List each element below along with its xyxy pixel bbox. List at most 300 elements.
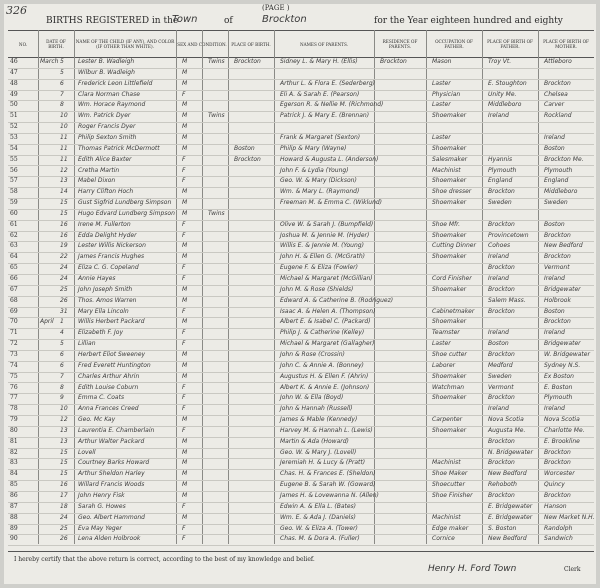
cell-m-birth: Worcester bbox=[544, 470, 575, 478]
cell-parents: Wm. & Mary L. (Raymond) bbox=[280, 188, 360, 196]
cell-place bbox=[234, 393, 276, 404]
cell-cond bbox=[208, 524, 230, 535]
cell-name: Mabel Dixon bbox=[78, 177, 116, 185]
cell-sex: F bbox=[182, 340, 186, 348]
cell-place bbox=[234, 513, 276, 524]
cell-cond bbox=[208, 317, 230, 328]
cell-occupation: Salesmaker bbox=[432, 155, 468, 163]
cell-residence bbox=[380, 513, 428, 524]
col-header-father-birth: PLACE OF BIRTH OF FATHER. bbox=[487, 39, 533, 49]
cell-residence bbox=[380, 437, 428, 448]
cell-day: 13 bbox=[60, 177, 68, 185]
cell-no: 78 bbox=[10, 405, 18, 413]
cell-place bbox=[234, 307, 276, 318]
cell-month bbox=[40, 90, 58, 101]
cell-occupation: Laborer bbox=[432, 361, 456, 369]
cell-f-birth bbox=[488, 68, 540, 79]
cell-sex: F bbox=[182, 329, 186, 337]
cell-cond bbox=[208, 79, 230, 90]
cell-cond bbox=[208, 263, 230, 274]
cell-cond bbox=[208, 339, 230, 350]
cell-occupation: Machinist bbox=[432, 459, 461, 467]
cell-month bbox=[40, 448, 58, 459]
cell-residence bbox=[380, 339, 428, 350]
cell-sex: F bbox=[182, 405, 186, 413]
cell-parents: Albert E. & Isabel C. (Packard) bbox=[280, 318, 371, 326]
cell-occupation: Teamster bbox=[432, 329, 460, 337]
cell-cond bbox=[208, 241, 230, 252]
cell-occupation: Shoe Mfr. bbox=[432, 220, 460, 228]
cell-residence bbox=[380, 383, 428, 394]
cell-cond bbox=[208, 502, 230, 513]
cell-no: 61 bbox=[10, 220, 18, 228]
cell-day: 15 bbox=[60, 199, 68, 207]
cell-no: 72 bbox=[10, 340, 18, 348]
cell-f-birth bbox=[488, 144, 540, 155]
col-header-place: PLACE OF BIRTH. bbox=[231, 41, 271, 47]
cell-name: James Francis Hughes bbox=[78, 253, 145, 261]
cell-month bbox=[40, 187, 58, 198]
cell-residence bbox=[380, 534, 428, 545]
cell-parents: Chas. H. & Frances E. (Sheldon) bbox=[280, 470, 376, 478]
cell-no: 63 bbox=[10, 242, 18, 250]
cell-m-birth: New Bedford bbox=[544, 242, 583, 250]
cell-name: Clara Norman Chase bbox=[78, 90, 140, 98]
cell-sex: F bbox=[182, 502, 186, 510]
cell-parents: Isaac A. & Helen A. (Thompson) bbox=[280, 307, 376, 315]
cell-residence bbox=[380, 155, 428, 166]
cell-parents: Eli A. & Sarah E. (Pearson) bbox=[280, 90, 360, 98]
table-row bbox=[8, 534, 594, 546]
cell-occupation: Physician bbox=[432, 90, 461, 98]
cell-sex: M bbox=[182, 253, 188, 261]
cell-occupation: Mason bbox=[432, 58, 452, 65]
cell-place bbox=[234, 111, 276, 122]
cell-no: 55 bbox=[10, 155, 18, 163]
clerk-signature: Henry H. Ford Town bbox=[428, 564, 517, 574]
cell-no: 82 bbox=[10, 448, 18, 456]
cell-cond bbox=[208, 372, 230, 383]
cell-name: Frederick Leon Littlefield bbox=[78, 79, 153, 87]
cell-cond: Twins bbox=[208, 112, 225, 120]
cell-occupation: Shoemaker bbox=[432, 112, 467, 120]
cell-f-birth: Provincetown bbox=[488, 231, 529, 239]
cell-f-birth bbox=[488, 133, 540, 144]
cell-sex: F bbox=[182, 524, 186, 532]
cell-m-birth: E. Brookline bbox=[544, 437, 580, 445]
cell-parents bbox=[280, 209, 376, 220]
cell-no: 60 bbox=[10, 209, 18, 217]
cell-f-birth: Hyannis bbox=[488, 155, 513, 163]
cell-parents: Michael & Margaret (McGillian) bbox=[280, 275, 373, 282]
cell-parents: Geo. W. & Mary J. (Lovell) bbox=[280, 448, 357, 456]
cell-parents: Wm. E. & Ada J. (Daniels) bbox=[280, 513, 356, 521]
cell-f-birth: Unity Me. bbox=[488, 90, 517, 98]
cell-no: 48 bbox=[10, 79, 18, 87]
cell-day: 11 bbox=[60, 155, 68, 163]
cell-f-birth bbox=[488, 317, 540, 328]
cell-month: April bbox=[40, 318, 54, 326]
cell-day: 10 bbox=[60, 405, 68, 413]
cell-residence bbox=[380, 285, 428, 296]
cell-day: 24 bbox=[60, 264, 68, 272]
cell-sex: F bbox=[182, 383, 186, 391]
cell-no: 79 bbox=[10, 416, 18, 424]
cell-no: 88 bbox=[10, 513, 18, 521]
cell-month bbox=[40, 100, 58, 111]
cell-sex: M bbox=[182, 372, 188, 380]
cell-f-birth: Brockton bbox=[488, 307, 515, 315]
cell-name: Hugo Edvard Lundberg Simpson bbox=[78, 209, 175, 217]
cell-occupation: Shoecutter bbox=[432, 481, 465, 489]
cell-name: Charles Arthur Ahrin bbox=[78, 372, 140, 380]
cell-m-birth: Brockton bbox=[544, 492, 571, 499]
cell-sex: M bbox=[182, 144, 188, 152]
cell-day: 13 bbox=[60, 437, 68, 445]
cell-no: 89 bbox=[10, 524, 18, 532]
cell-no: 76 bbox=[10, 383, 18, 391]
register-page bbox=[4, 4, 596, 584]
cell-month bbox=[40, 241, 58, 252]
cell-occupation: Laster bbox=[432, 101, 451, 109]
cell-cond bbox=[208, 176, 230, 187]
cell-day: 22 bbox=[60, 253, 68, 261]
cell-occupation bbox=[432, 404, 484, 415]
cell-day: 24 bbox=[60, 513, 68, 521]
cell-month bbox=[40, 133, 58, 144]
cell-residence bbox=[380, 361, 428, 372]
cell-no: 53 bbox=[10, 133, 18, 141]
register-footer bbox=[8, 551, 594, 582]
cell-parents: Joshua M. & Jennie M. (Hyder) bbox=[280, 231, 370, 239]
cell-sex: M bbox=[182, 513, 188, 521]
cell-f-birth: Medford bbox=[488, 361, 513, 369]
cell-f-birth: Salem Mass. bbox=[488, 296, 526, 304]
cell-month bbox=[40, 372, 58, 383]
cell-m-birth: Charlotte Me. bbox=[544, 426, 585, 434]
cell-cond bbox=[208, 166, 230, 177]
cell-residence bbox=[380, 187, 428, 198]
cell-no: 47 bbox=[10, 68, 18, 76]
cell-cond bbox=[208, 513, 230, 524]
cell-residence bbox=[380, 68, 428, 79]
cell-f-birth: Plymouth bbox=[488, 166, 517, 174]
cell-residence bbox=[380, 176, 428, 187]
cell-place bbox=[234, 198, 276, 209]
cell-day: 4 bbox=[60, 329, 64, 337]
cell-sex: F bbox=[182, 275, 186, 282]
cell-parents: Jeremiah H. & Lucy & (Pratt) bbox=[280, 459, 366, 467]
cell-no: 90 bbox=[10, 535, 18, 543]
cell-month bbox=[40, 328, 58, 339]
cell-m-birth: Holbrook bbox=[544, 296, 571, 304]
cell-day: 12 bbox=[60, 416, 68, 424]
cell-name: Willard Francis Woods bbox=[78, 481, 145, 489]
cell-parents: Edwin A. & Ella L. (Bates) bbox=[280, 502, 357, 510]
title-prefix: BIRTHS REGISTERED in the bbox=[46, 16, 179, 26]
cell-residence bbox=[380, 469, 428, 480]
cell-month bbox=[40, 393, 58, 404]
col-header-date: DATE OF BIRTH. bbox=[46, 39, 66, 49]
cell-occupation bbox=[432, 502, 484, 513]
cell-residence bbox=[380, 241, 428, 252]
cell-place bbox=[234, 263, 276, 274]
cell-cond bbox=[208, 90, 230, 101]
cell-place bbox=[234, 166, 276, 177]
cell-parents: John & Rose (Crossin) bbox=[280, 350, 345, 358]
cell-f-birth: Brockton bbox=[488, 264, 515, 272]
cell-cond bbox=[208, 491, 230, 502]
cell-name: Roger Francis Dyer bbox=[78, 123, 136, 131]
cell-residence bbox=[380, 79, 428, 90]
cell-no: 80 bbox=[10, 426, 18, 434]
cell-day: 26 bbox=[60, 535, 68, 543]
cell-f-birth: Vermont bbox=[488, 383, 514, 391]
cell-day: 16 bbox=[60, 220, 68, 228]
cell-residence bbox=[380, 252, 428, 263]
cell-sex: F bbox=[182, 231, 186, 239]
cell-residence bbox=[380, 133, 428, 144]
cell-no: 65 bbox=[10, 264, 18, 272]
cell-place: Brockton bbox=[234, 155, 261, 163]
cell-name: Irene M. Fullerton bbox=[78, 220, 131, 228]
cell-place bbox=[234, 79, 276, 90]
cell-place bbox=[234, 133, 276, 144]
cell-occupation bbox=[432, 437, 484, 448]
cell-occupation: Laster bbox=[432, 340, 451, 348]
cell-m-birth: Sydney N.S. bbox=[544, 361, 581, 369]
cell-residence bbox=[380, 448, 428, 459]
cell-parents: Geo. W. & Eliza A. (Tower) bbox=[280, 524, 358, 532]
cell-name: Sarah G. Howes bbox=[78, 502, 126, 510]
cell-residence bbox=[380, 328, 428, 339]
cell-sex: M bbox=[182, 123, 188, 131]
cell-day: 1 bbox=[60, 318, 64, 326]
cell-place bbox=[234, 404, 276, 415]
cell-m-birth: Ireland bbox=[544, 275, 565, 282]
cell-occupation: Shoemaker bbox=[432, 199, 467, 207]
cell-occupation: Shoemaker bbox=[432, 177, 467, 185]
cell-month bbox=[40, 263, 58, 274]
clerk-label: Clerk bbox=[564, 566, 581, 573]
cell-occupation: Shoe dresser bbox=[432, 188, 472, 196]
cell-residence bbox=[380, 502, 428, 513]
cell-m-birth: Carver bbox=[544, 101, 565, 109]
cell-f-birth: Brockton bbox=[488, 220, 515, 228]
cell-sex: M bbox=[182, 448, 188, 456]
cell-residence bbox=[380, 317, 428, 328]
cell-cond bbox=[208, 198, 230, 209]
cell-month bbox=[40, 285, 58, 296]
cell-occupation: Carpenter bbox=[432, 416, 463, 424]
cell-parents: John H. & Ellen G. (McGrath) bbox=[280, 253, 365, 261]
cell-occupation bbox=[432, 448, 484, 459]
cell-day: 8 bbox=[60, 101, 64, 109]
cell-name: Elizabeth F. Joy bbox=[78, 329, 123, 337]
cell-occupation bbox=[432, 122, 484, 133]
cell-occupation: Shoemaker bbox=[432, 253, 467, 261]
cell-m-birth: England bbox=[544, 177, 569, 185]
cell-residence: Brockton bbox=[380, 58, 407, 65]
cell-cond bbox=[208, 231, 230, 242]
cell-day: 5 bbox=[60, 58, 64, 65]
cell-name: Emma C. Coats bbox=[78, 394, 125, 402]
cell-f-birth: Sweden bbox=[488, 372, 512, 380]
certification-text: I hereby certify that the above return is correct, according to the best of my knowledge and belief. bbox=[14, 556, 315, 563]
cell-parents: Egerson R. & Nellie M. (Richmond) bbox=[280, 101, 384, 109]
cell-sex: M bbox=[182, 242, 188, 250]
cell-parents: John M. & Rose (Shields) bbox=[280, 285, 354, 293]
cell-name: Lillian bbox=[78, 340, 96, 348]
cell-residence bbox=[380, 144, 428, 155]
cell-place bbox=[234, 502, 276, 513]
cell-month bbox=[40, 383, 58, 394]
cell-month bbox=[40, 296, 58, 307]
cell-sex: F bbox=[182, 177, 186, 185]
cell-residence bbox=[380, 307, 428, 318]
page-title bbox=[44, 14, 594, 28]
cell-place bbox=[234, 448, 276, 459]
cell-day: 17 bbox=[60, 492, 68, 499]
cell-cond bbox=[208, 307, 230, 318]
title-of-label: of bbox=[224, 16, 233, 26]
cell-cond bbox=[208, 458, 230, 469]
cell-f-birth: Brockton bbox=[488, 492, 515, 499]
cell-parents: Sidney L. & Mary H. (Ellis) bbox=[280, 58, 358, 65]
cell-m-birth: Ireland bbox=[544, 329, 565, 337]
cell-day: 15 bbox=[60, 209, 68, 217]
cell-m-birth: E. Boston bbox=[544, 383, 573, 391]
cell-name: John Joseph Smith bbox=[78, 285, 133, 293]
cell-name: Annie Hayes bbox=[78, 275, 116, 282]
cell-m-birth: Boston bbox=[544, 307, 565, 315]
cell-name: Wm. Horace Raymond bbox=[78, 101, 146, 109]
cell-name: Arthur Sheldon Harley bbox=[78, 470, 145, 478]
cell-residence bbox=[380, 524, 428, 535]
cell-f-birth: Brockton bbox=[488, 394, 515, 402]
cell-occupation: Shoemaker bbox=[432, 285, 467, 293]
cell-cond bbox=[208, 144, 230, 155]
cell-sex: M bbox=[182, 492, 188, 499]
cell-sex: M bbox=[182, 437, 188, 445]
cell-cond bbox=[208, 350, 230, 361]
cell-no: 64 bbox=[10, 253, 18, 261]
cell-day: 10 bbox=[60, 112, 68, 120]
cell-f-birth: Brockton bbox=[488, 285, 515, 293]
cell-m-birth: New Market N.H. bbox=[544, 513, 595, 521]
cell-m-birth: Boston bbox=[544, 144, 565, 152]
page-number: 326 bbox=[6, 4, 27, 17]
cell-day: 5 bbox=[60, 68, 64, 76]
cell-residence bbox=[380, 274, 428, 285]
col-header-no: NO. bbox=[18, 41, 28, 47]
cell-cond bbox=[208, 448, 230, 459]
cell-month bbox=[40, 513, 58, 524]
cell-parents: Edward A. & Catherine B. (Rodriguez) bbox=[280, 296, 394, 304]
cell-no: 52 bbox=[10, 123, 18, 131]
cell-occupation bbox=[432, 296, 484, 307]
cell-f-birth bbox=[488, 122, 540, 133]
cell-month bbox=[40, 534, 58, 545]
cell-sex: M bbox=[182, 481, 188, 489]
cell-month bbox=[40, 220, 58, 231]
page-tag: (PAGE ) bbox=[262, 4, 290, 12]
cell-no: 74 bbox=[10, 361, 18, 369]
cell-name: Lena Alden Holbrook bbox=[78, 535, 141, 543]
cell-m-birth: Ireland bbox=[544, 405, 565, 413]
cell-place bbox=[234, 415, 276, 426]
cell-day: 25 bbox=[60, 524, 68, 532]
cell-residence bbox=[380, 111, 428, 122]
cell-residence bbox=[380, 220, 428, 231]
cell-m-birth: Ex Boston bbox=[544, 372, 574, 380]
cell-cond bbox=[208, 383, 230, 394]
cell-day: 10 bbox=[60, 123, 68, 131]
cell-m-birth: Nova Scotia bbox=[544, 416, 580, 424]
cell-residence bbox=[380, 415, 428, 426]
cell-m-birth bbox=[544, 122, 594, 133]
title-suffix: for the Year eighteen hundred and eighty bbox=[374, 16, 563, 26]
cell-no: 87 bbox=[10, 502, 18, 510]
cell-cond bbox=[208, 534, 230, 545]
cell-month bbox=[40, 491, 58, 502]
cell-occupation: Shoemaker bbox=[432, 231, 467, 239]
cell-parents: Olive W. & Sarah J. (Bumpfield) bbox=[280, 220, 374, 228]
cell-parents: Albert K. & Annie E. (Johnson) bbox=[280, 383, 370, 391]
cell-no: 46 bbox=[10, 58, 18, 65]
cell-day: 11 bbox=[60, 133, 68, 141]
cell-name: Cretha Martin bbox=[78, 166, 120, 174]
cell-occupation: Machinist bbox=[432, 513, 461, 521]
cell-month bbox=[40, 426, 58, 437]
cell-occupation: Edge maker bbox=[432, 524, 469, 532]
cell-name: John Henry Fisk bbox=[78, 492, 125, 499]
cell-residence bbox=[380, 90, 428, 101]
cell-name: Anna Frances Creed bbox=[78, 405, 139, 413]
cell-residence bbox=[380, 263, 428, 274]
cell-place bbox=[234, 122, 276, 133]
cell-occupation: Cornice bbox=[432, 535, 455, 543]
cell-sex: M bbox=[182, 79, 188, 87]
cell-place: Boston bbox=[234, 144, 255, 152]
cell-f-birth: Brockton bbox=[488, 188, 515, 196]
cell-no: 81 bbox=[10, 437, 18, 445]
cell-m-birth: Brockton bbox=[544, 318, 571, 326]
cell-f-birth: Middleboro bbox=[488, 101, 522, 109]
cell-parents: Arthur L. & Flora E. (Sederberg) bbox=[280, 79, 376, 87]
cell-month bbox=[40, 458, 58, 469]
cell-parents: Augustus H. & Ellen F. (Ahrin) bbox=[280, 372, 369, 380]
cell-month bbox=[40, 502, 58, 513]
cell-cond bbox=[208, 426, 230, 437]
cell-m-birth: Rockland bbox=[544, 112, 572, 120]
cell-m-birth: Plymouth bbox=[544, 166, 573, 174]
cell-f-birth: Troy Vt. bbox=[488, 58, 512, 65]
cell-cond: Twins bbox=[208, 209, 225, 217]
cell-sex: M bbox=[182, 58, 188, 65]
cell-residence bbox=[380, 393, 428, 404]
cell-f-birth: Brockton bbox=[488, 350, 515, 358]
cell-day: 6 bbox=[60, 361, 64, 369]
cell-sex: M bbox=[182, 68, 188, 76]
cell-month bbox=[40, 79, 58, 90]
cell-occupation: Shoemaker bbox=[432, 372, 467, 380]
cell-parents: Patrick J. & Mary E. (Brennan) bbox=[280, 112, 370, 120]
cell-place bbox=[234, 350, 276, 361]
cell-month bbox=[40, 404, 58, 415]
cell-parents: Martin & Ada (Howard) bbox=[280, 437, 349, 445]
cell-cond bbox=[208, 296, 230, 307]
